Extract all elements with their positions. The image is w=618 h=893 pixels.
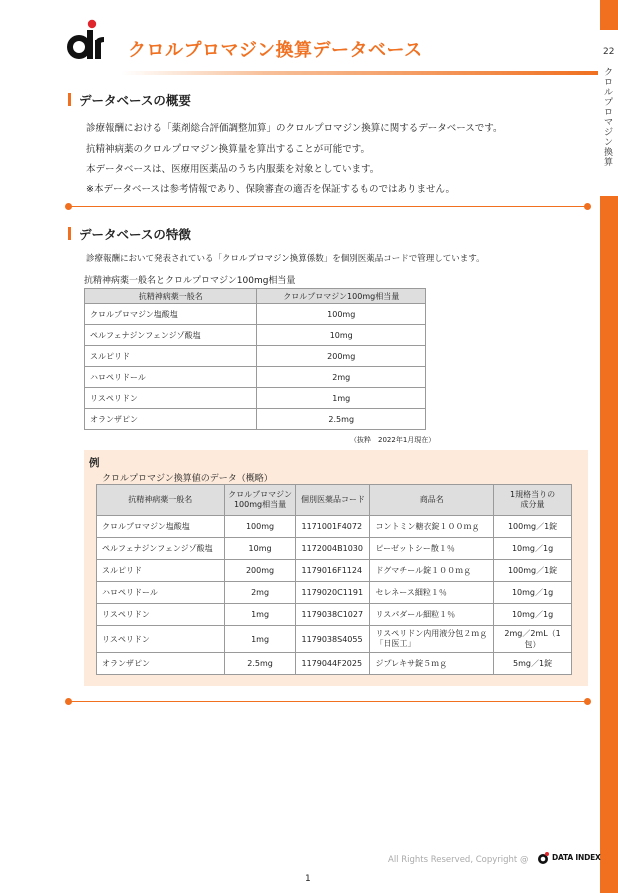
table-row (85, 325, 426, 346)
table-row (97, 582, 572, 604)
table-row (85, 388, 426, 409)
dose-cell: 2.5mg (257, 409, 426, 430)
table-row (85, 346, 426, 367)
dose-cell: 200mg (257, 346, 426, 367)
drug-code-cell: 1172004B1030 (296, 538, 370, 560)
generic-name-cell: リスペリドン (97, 626, 225, 653)
equivalent-table-wrap (84, 288, 426, 430)
amount-cell: 10mg／1g (494, 604, 572, 626)
section-title-overview: データベースの概要 (79, 93, 191, 108)
generic-name-cell: スルピリド (85, 346, 257, 367)
section-title-features: データベースの特徴 (79, 227, 191, 242)
dose-cell: 10mg (224, 538, 296, 560)
dose-cell: 100mg (257, 304, 426, 325)
divider-dot (584, 698, 591, 705)
generic-name-cell: スルピリド (97, 560, 225, 582)
table-row (97, 516, 572, 538)
amount-cell: 100mg／1錠 (494, 516, 572, 538)
dose-cell: 2mg (224, 582, 296, 604)
generic-name-cell: オランザピン (97, 653, 225, 675)
page-number: 1 (305, 874, 311, 884)
product-name-cell: ジプレキサ錠５ｍｇ (370, 653, 494, 675)
overview-line: 本データベースは、医療用医薬品のうち内服薬を対象としています。 (86, 164, 380, 175)
table-row (97, 538, 572, 560)
generic-name-cell: ペルフェナジンフェンジゾ酸塩 (85, 325, 257, 346)
dose-cell: 2.5mg (224, 653, 296, 675)
equivalent-dose-table (84, 288, 426, 430)
data-index-logo-text: DATA INDEX (552, 853, 601, 862)
header-equivalent-dose: クロルプロマジン 100mg相当量 (224, 485, 296, 516)
generic-name-cell: クロルプロマジン塩酸塩 (97, 516, 225, 538)
section-marker (68, 227, 71, 240)
features-line: 診療報酬において発表されている「クロルプロマジン換算係数」を個別医薬品コードで管理しています。 (86, 254, 485, 264)
drug-code-cell: 1171001F4072 (296, 516, 370, 538)
header-generic-name: 抗精神病薬一般名 (85, 289, 257, 304)
dose-cell: 100mg (224, 516, 296, 538)
product-name-cell: リスペリドン内用液分包２ｍｇ 「日医工」 (370, 626, 494, 653)
drug-code-cell: 1179020C1191 (296, 582, 370, 604)
drug-code-cell: 1179038C1027 (296, 604, 370, 626)
divider-dot (584, 203, 591, 210)
table-row (97, 626, 572, 653)
dose-cell: 2mg (257, 367, 426, 388)
table-row (85, 367, 426, 388)
amount-cell: 100mg／1錠 (494, 560, 572, 582)
footer-copyright: All Rights Reserved, Copyright @ (388, 855, 529, 865)
generic-name-cell: ハロペリドール (97, 582, 225, 604)
table-header-row (85, 289, 426, 304)
generic-name-cell: リスペリドン (85, 388, 257, 409)
generic-name-cell: オランザピン (85, 409, 257, 430)
divider-line (70, 206, 588, 207)
table-row (97, 560, 572, 582)
amount-cell: 5mg／1錠 (494, 653, 572, 675)
table1-note: （抜粋 2022年1月現在） (350, 436, 436, 444)
drug-code-cell: 1179038S4055 (296, 626, 370, 653)
section-marker (68, 93, 71, 106)
dose-cell: 10mg (257, 325, 426, 346)
generic-name-cell: リスペリドン (97, 604, 225, 626)
divider-line (70, 701, 588, 702)
dose-cell: 1mg (257, 388, 426, 409)
dose-cell: 200mg (224, 560, 296, 582)
table-row (85, 409, 426, 430)
side-vertical-title: クロルプロマジン換算 (604, 68, 614, 168)
title-rule (122, 71, 598, 75)
data-index-logo-icon (537, 851, 551, 865)
product-name-cell: ピーゼットシー散１％ (370, 538, 494, 560)
example-caption: クロルプロマジン換算値のデータ（概略） (102, 474, 273, 484)
header-generic-name: 抗精神病薬一般名 (97, 485, 225, 516)
company-logo-icon (62, 18, 108, 64)
header-equivalent-dose: クロルプロマジン100mg相当量 (257, 289, 426, 304)
header-drug-code: 個別医薬品コード (296, 485, 370, 516)
product-name-cell: コントミン糖衣錠１００ｍｇ (370, 516, 494, 538)
overview-line: 抗精神病薬のクロルプロマジン換算量を算出することが可能です。 (86, 144, 371, 155)
product-name-cell: セレネース細粒１％ (370, 582, 494, 604)
generic-name-cell: ハロペリドール (85, 367, 257, 388)
amount-cell: 10mg／1g (494, 538, 572, 560)
table-header-row (97, 485, 572, 516)
drug-code-cell: 1179044F2025 (296, 653, 370, 675)
table1-caption: 抗精神病薬一般名とクロルプロマジン100mg相当量 (84, 276, 296, 286)
drug-code-cell: 1179016F1124 (296, 560, 370, 582)
side-page-number: 22 (603, 47, 615, 57)
generic-name-cell: クロルプロマジン塩酸塩 (85, 304, 257, 325)
amount-cell: 10mg／1g (494, 582, 572, 604)
example-data-table (96, 484, 572, 675)
side-bar-top (600, 0, 618, 30)
product-name-cell: ドグマチール錠１００ｍｇ (370, 560, 494, 582)
page-title: クロルプロマジン換算データベース (128, 40, 423, 61)
table-row (97, 653, 572, 675)
amount-cell: 2mg／2mL（1包） (494, 626, 572, 653)
generic-name-cell: ペルフェナジンフェンジゾ酸塩 (97, 538, 225, 560)
product-name-cell: リスパダール細粒１％ (370, 604, 494, 626)
header-product-name: 商品名 (370, 485, 494, 516)
side-bar-bottom (600, 196, 618, 893)
table-row (85, 304, 426, 325)
data-index-logo (537, 849, 601, 867)
dose-cell: 1mg (224, 604, 296, 626)
example-table-wrap (96, 484, 572, 675)
dose-cell: 1mg (224, 626, 296, 653)
example-label: 例 (89, 457, 100, 469)
header-ingredient-amount: 1規格当りの 成分量 (494, 485, 572, 516)
table-row (97, 604, 572, 626)
overview-line: ※本データベースは参考情報であり、保険審査の適否を保証するものではありません。 (86, 184, 456, 195)
overview-line: 診療報酬における「薬剤総合評価調整加算」のクロルプロマジン換算に関するデータベースです。 (86, 123, 503, 134)
